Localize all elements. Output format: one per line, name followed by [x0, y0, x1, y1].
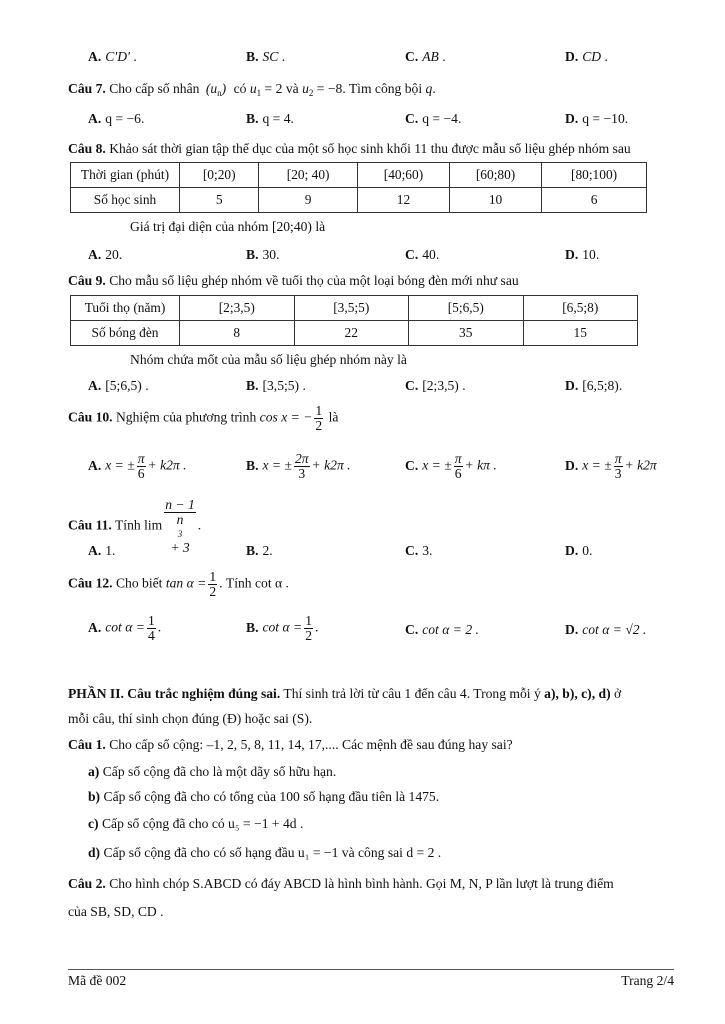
q9-group: [6,5;8) — [523, 296, 638, 321]
q9-prompt: Nhóm chứa mốt của mẫu số liệu ghép nhóm này là — [130, 352, 407, 367]
q11-stem: Câu 11. Tính lim n − 1 n 3 + 3 . — [68, 497, 202, 555]
q9-group: [3,5;5) — [294, 296, 409, 321]
q11-options — [0, 543, 725, 565]
q10-stem: Câu 10. Nghiệm của phương trình cos x = − $\frac{1}{2}$ là — [68, 403, 339, 433]
q7-option-d: D. q = −10. — [565, 111, 629, 126]
q9-options — [0, 378, 725, 400]
q12-option-b: B. cot α = $\frac{1}{2}$ . — [246, 613, 319, 643]
q8-options — [0, 247, 725, 269]
q8-group: [60;80) — [450, 163, 542, 188]
q11-option-d: D. 0. — [565, 543, 593, 558]
q8-option-c: C. 40. — [405, 247, 440, 262]
q9-value: 22 — [294, 321, 409, 346]
part2-intro-line2: mỗi câu, thí sinh chọn đúng (Đ) hoặc sai (S). — [68, 711, 313, 726]
part2-intro: PHẦN II. Câu trắc nghiệm đúng sai. Thí sinh trả lời từ câu 1 đến câu 4. Trong mỗi ý a), b), c), d) ở — [68, 686, 622, 701]
q8-group: [20; 40) — [259, 163, 358, 188]
q9-option-a: A. [5;6,5) . — [88, 378, 149, 393]
q12-option-d: D. cot α = √2 . — [565, 622, 647, 637]
q8-option-a: A. 20. — [88, 247, 123, 262]
q8-stem: Câu 8. Khảo sát thời gian tập thể dục của một số học sinh khối 11 thu được mẫu số liệu ghép nhóm sau — [68, 141, 631, 156]
q8-value: 9 — [259, 188, 358, 213]
p2q2-stem-line2: của SB, SD, CD . — [68, 904, 164, 919]
q8-value: 6 — [542, 188, 647, 213]
q11-option-b: B. 2. — [246, 543, 273, 558]
q6-option-b: B. SC . — [246, 49, 286, 64]
q8-value: 12 — [357, 188, 449, 213]
q9-row-label: Số bóng đèn — [71, 321, 180, 346]
q9-value: 8 — [180, 321, 295, 346]
q7-stem: Câu 7. Cho cấp số nhân $(u_n)$ có $u_1 = 2$ và $u_2 = -8$. Tìm công bội q. — [68, 81, 436, 98]
q8-option-b: B. 30. — [246, 247, 280, 262]
p2q2-stem: Câu 2. Cho hình chóp S.ABCD có đáy ABCD là hình bình hành. Gọi M, N, P lần lượt là trung điểm — [68, 876, 614, 891]
q9-option-b: B. [3,5;5) . — [246, 378, 306, 393]
q8-table-header: Thời gian (phút) — [71, 163, 180, 188]
q8-value: 5 — [180, 188, 259, 213]
q10-option-b: B. x = ± $\frac{2\pi}{3}$ + k2π . — [246, 451, 351, 481]
q11-option-a: A. 1. — [88, 543, 116, 558]
q8-table — [70, 162, 647, 213]
q9-option-d: D. [6,5;8). — [565, 378, 623, 393]
q8-row-label: Số học sinh — [71, 188, 180, 213]
footer-page-number: Trang 2/4 — [621, 973, 674, 988]
q8-value: 10 — [450, 188, 542, 213]
q7-option-a: A. q = −6. — [88, 111, 145, 126]
q12-option-a: A. cot α = $\frac{1}{4}$ . — [88, 613, 162, 643]
q7-options — [0, 111, 725, 133]
q12-stem: Câu 12. Cho biết tan α = $\frac{1}{2}$ . Tính cot α . — [68, 569, 289, 599]
footer-divider — [68, 969, 674, 970]
q9-value: 35 — [409, 321, 524, 346]
q7-option-b: B. q = 4. — [246, 111, 294, 126]
q6-options — [0, 49, 725, 71]
q8-option-d: D. 10. — [565, 247, 600, 262]
q8-group: [0;20) — [180, 163, 259, 188]
q12-options — [0, 614, 725, 648]
q7-option-c: C. q = −4. — [405, 111, 462, 126]
p2q1-item-b: b) Cấp số cộng đã cho có tổng của 100 số hạng đầu tiên là 1475. — [88, 789, 440, 804]
q8-prompt: Giá trị đại diện của nhóm [20;40) là — [130, 219, 326, 234]
q6-option-c: C. AB . — [405, 49, 446, 64]
q9-option-c: C. [2;3,5) . — [405, 378, 466, 393]
p2q1-item-c: c) Cấp số cộng đã cho có u₅ = −1 + 4d . — [88, 816, 304, 831]
q10-option-c: C. x = ± $\frac{\pi}{6}$ + kπ . — [405, 451, 497, 481]
q10-option-d: D. x = ± $\frac{\pi}{3}$ + k2π — [565, 451, 657, 481]
p2q1-item-d: d) Cấp số cộng đã cho có số hạng đầu u₁ = −1 và công sai d = 2 . — [88, 845, 442, 860]
q10-option-a: A. x = ± $\frac{\pi}{6}$ + k2π . — [88, 451, 187, 481]
q10-options — [0, 452, 725, 484]
q9-value: 15 — [523, 321, 638, 346]
q6-option-d: D. CD . — [565, 49, 608, 64]
footer-exam-code: Mã đề 002 — [68, 973, 127, 988]
q6-option-a: A. C'D' . — [88, 49, 137, 64]
p2q1-item-a: a) Cấp số cộng đã cho là một dãy số hữu hạn. — [88, 764, 337, 779]
q8-group: [40;60) — [357, 163, 449, 188]
q9-stem: Câu 9. Cho mẫu số liệu ghép nhóm về tuổi thọ của một loại bóng đèn mới như sau — [68, 273, 519, 288]
q8-group: [80;100) — [542, 163, 647, 188]
q9-table — [70, 295, 638, 346]
q9-table-header: Tuổi thọ (năm) — [71, 296, 180, 321]
q9-group: [2;3,5) — [180, 296, 295, 321]
q9-group: [5;6,5) — [409, 296, 524, 321]
p2q1-stem: Câu 1. Cho cấp số cộng: –1, 2, 5, 8, 11, 14, 17,.... Các mệnh đề sau đúng hay sai? — [68, 737, 513, 752]
q12-option-c: C. cot α = 2 . — [405, 622, 479, 637]
q11-option-c: C. 3. — [405, 543, 433, 558]
